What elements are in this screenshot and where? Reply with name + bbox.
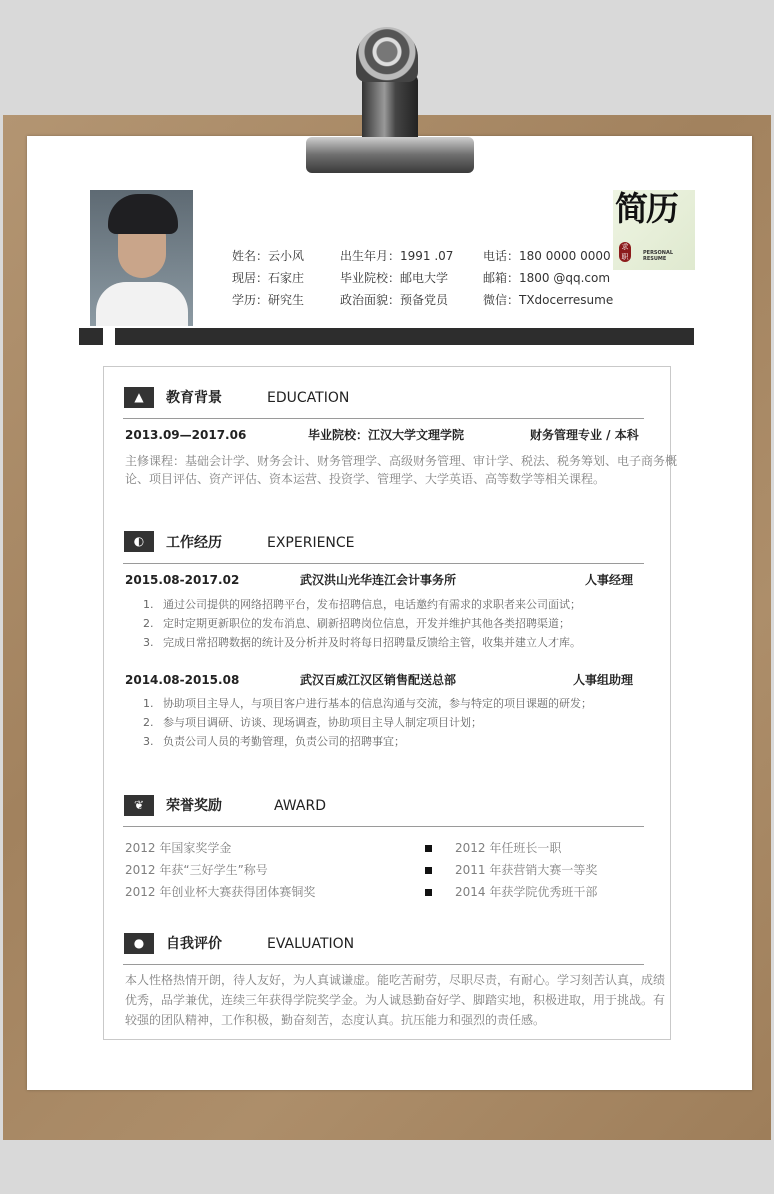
education-title-en: EDUCATION: [267, 390, 350, 406]
education-courses-line-1: 主修课程：基础会计学、财务会计、财务管理学、高级财务管理、审计学、税法、税务筹划、电子商务概: [125, 454, 678, 468]
header-bar: [115, 328, 694, 345]
experience-title-en: EXPERIENCE: [267, 535, 355, 551]
award-left-1: 2012 年国家奖学金: [125, 841, 232, 855]
person-icon: ●: [124, 933, 154, 954]
job-1-position: 人事经理: [585, 573, 634, 587]
award-left-2: 2012 年获“三好学生”称号: [125, 863, 268, 877]
experience-divider: [123, 563, 644, 564]
info-wechat: 微信：TXdocerresume: [483, 293, 614, 307]
info-birth: 出生年月：1991 .07: [340, 249, 454, 263]
education-divider: [123, 418, 644, 419]
graduation-cap-icon: ▲: [124, 387, 154, 408]
education-major: 财务管理专业 / 本科: [530, 428, 639, 442]
job-2-duty-3: 3. 负责公司人员的考勤管理，负责公司的招聘事宜；: [143, 735, 405, 748]
award-divider: [123, 826, 644, 827]
job-2-period: 2014.08-2015.08: [125, 673, 240, 687]
info-school: 毕业院校：邮电大学: [340, 271, 449, 285]
header-bar-left: [79, 328, 103, 345]
info-email: 邮箱：1800 @qq.com: [483, 271, 611, 285]
evaluation-line-2: 优秀，品学兼优，连续三年获得学院奖学金。为人诚恳勤奋好学、脚踏实地，积极进取，用于挑战。有: [125, 993, 666, 1007]
award-right-3: 2014 年获学院优秀班干部: [455, 885, 598, 899]
info-residence: 现居：石家庄: [232, 271, 305, 285]
info-phone: 电话：180 0000 0000: [483, 249, 611, 263]
resume-logo: [613, 190, 695, 270]
info-degree: 学历：研究生: [232, 293, 305, 307]
info-politics: 政治面貌：预备党员: [340, 293, 449, 307]
evaluation-line-1: 本人性格热情开朗，待人友好，为人真诚谦虚。能吃苦耐劳，尽职尽责，有耐心。学习刻苦认真，成绩: [125, 973, 666, 987]
logo-title: 简历: [615, 189, 677, 228]
education-school: 毕业院校：江汉大学文理学院: [308, 428, 465, 442]
leaf-icon: ❦: [124, 795, 154, 816]
job-2-position: 人事组助理: [573, 673, 634, 687]
evaluation-title: 自我评价: [166, 936, 222, 952]
bullet-square-icon: [425, 845, 432, 852]
evaluation-line-3: 较强的团队精神，工作积极，勤奋刻苦，态度认真。抗压能力和强烈的责任感。: [125, 1013, 546, 1027]
profile-photo: [90, 190, 193, 326]
job-1-duty-1: 1. 通过公司提供的网络招聘平台，发布招聘信息，电话邀约有需求的求职者来公司面试；: [143, 598, 581, 611]
education-courses-line-2: 论、项目评估、资产评估、资本运营、投资学、管理学、大学英语、高等数学等相关课程。: [125, 472, 606, 486]
job-2-company: 武汉百威江汉区销售配送总部: [300, 673, 457, 687]
job-1-company: 武汉洪山光华连江会计事务所: [300, 573, 457, 587]
info-name: 姓名：云小风: [232, 249, 305, 263]
award-title-en: AWARD: [274, 798, 326, 814]
education-period: 2013.09—2017.06: [125, 428, 247, 442]
logo-subtitle: PERSONAL RESUME: [643, 250, 674, 262]
job-2-duty-1: 1. 协助项目主导人，与项目客户进行基本的信息沟通与交流，参与特定的项目课题的研发；: [143, 697, 592, 710]
job-1-period: 2015.08-2017.02: [125, 573, 240, 587]
mouse-icon: ◐: [124, 531, 154, 552]
logo-seal: 求职: [619, 242, 631, 262]
award-title: 荣誉奖励: [166, 798, 222, 814]
bullet-square-icon: [425, 889, 432, 896]
award-right-2: 2011 年获营销大赛一等奖: [455, 863, 598, 877]
job-1-duty-2: 2. 定时定期更新职位的发布消息、刷新招聘岗位信息，开发并维护其他各类招聘渠道；: [143, 617, 570, 630]
binder-clip-icon: [304, 27, 474, 177]
bullet-square-icon: [425, 867, 432, 874]
education-title: 教育背景: [166, 390, 222, 406]
evaluation-title-en: EVALUATION: [267, 936, 355, 952]
award-left-3: 2012 年创业杯大赛获得团体赛铜奖: [125, 885, 316, 899]
evaluation-divider: [123, 964, 644, 965]
experience-title: 工作经历: [166, 535, 222, 551]
award-right-1: 2012 年任班长一职: [455, 841, 562, 855]
job-2-duty-2: 2. 参与项目调研、访谈、现场调查，协助项目主导人制定项目计划；: [143, 716, 482, 729]
job-1-duty-3: 3. 完成日常招聘数据的统计及分析并及时将每日招聘量反馈给主管，收集并建立人才库。: [143, 636, 581, 649]
